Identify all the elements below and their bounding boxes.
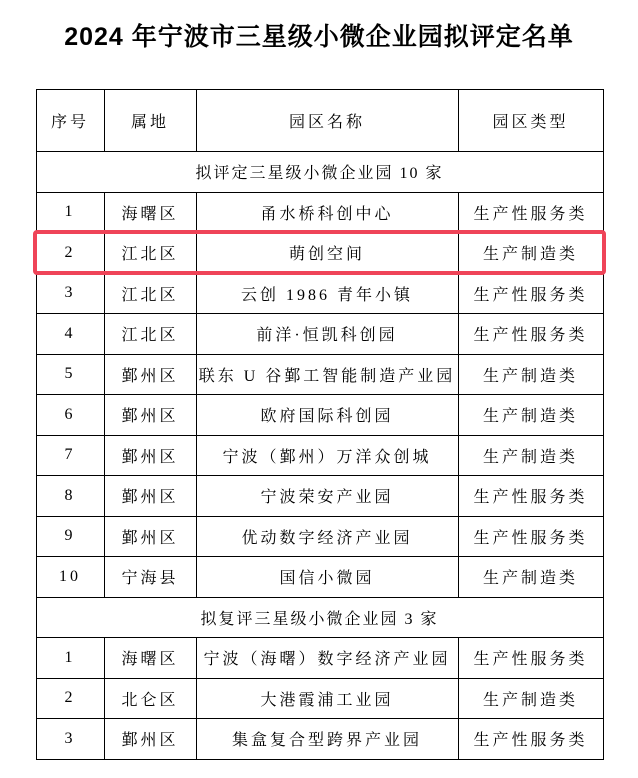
table-body: [36, 152, 603, 760]
cell-district: 江北区: [104, 273, 196, 314]
section-header-row: [36, 152, 603, 193]
cell-park-type: 生产性服务类: [458, 719, 603, 760]
cell-serial: 2: [36, 233, 104, 274]
cell-serial: 7: [36, 435, 104, 476]
cell-park-name: 优动数字经济产业园: [196, 516, 458, 557]
table-row: [36, 273, 603, 314]
cell-park-type: 生产性服务类: [458, 192, 603, 233]
cell-serial: 1: [36, 192, 104, 233]
header-park-type: 园区类型: [458, 90, 603, 152]
cell-district: 鄞州区: [104, 395, 196, 436]
cell-serial: 2: [36, 678, 104, 719]
cell-park-name: 大港霞浦工业园: [196, 678, 458, 719]
cell-park-name: 萌创空间: [196, 233, 458, 274]
table-row: [36, 719, 603, 760]
section-header-label: 拟复评三星级小微企业园 3 家: [36, 597, 603, 638]
cell-district: 鄞州区: [104, 516, 196, 557]
table-row: [36, 354, 603, 395]
header-park-name: 园区名称: [196, 90, 458, 152]
cell-park-type: 生产制造类: [458, 678, 603, 719]
cell-park-type: 生产制造类: [458, 435, 603, 476]
cell-serial: 10: [36, 557, 104, 598]
cell-park-name: 欧府国际科创园: [196, 395, 458, 436]
table-row: [36, 557, 603, 598]
cell-park-name: 宁波（鄞州）万洋众创城: [196, 435, 458, 476]
cell-park-name: 宁波（海曙）数字经济产业园: [196, 638, 458, 679]
cell-district: 江北区: [104, 314, 196, 355]
table-row: [36, 516, 603, 557]
cell-district: 鄞州区: [104, 435, 196, 476]
cell-park-type: 生产制造类: [458, 233, 603, 274]
cell-park-name: 云创 1986 青年小镇: [196, 273, 458, 314]
cell-park-name: 集盒复合型跨界产业园: [196, 719, 458, 760]
table-container: [36, 89, 603, 760]
cell-serial: 3: [36, 273, 104, 314]
header-serial: 序号: [36, 90, 104, 152]
cell-park-type: 生产性服务类: [458, 516, 603, 557]
header-row: [36, 90, 603, 152]
table-row: [36, 233, 603, 274]
section-header-label: 拟评定三星级小微企业园 10 家: [36, 152, 603, 193]
cell-district: 鄞州区: [104, 354, 196, 395]
cell-park-type: 生产性服务类: [458, 314, 603, 355]
parks-table: [36, 89, 604, 760]
cell-serial: 9: [36, 516, 104, 557]
table-row: [36, 638, 603, 679]
cell-district: 宁海县: [104, 557, 196, 598]
table-row: [36, 435, 603, 476]
cell-serial: 5: [36, 354, 104, 395]
cell-park-type: 生产性服务类: [458, 638, 603, 679]
table-row: [36, 395, 603, 436]
cell-district: 海曙区: [104, 192, 196, 233]
table-row: [36, 314, 603, 355]
cell-park-type: 生产制造类: [458, 557, 603, 598]
header-district: 属地: [104, 90, 196, 152]
table-row: [36, 678, 603, 719]
cell-park-type: 生产制造类: [458, 395, 603, 436]
cell-district: 北仑区: [104, 678, 196, 719]
cell-park-type: 生产性服务类: [458, 273, 603, 314]
cell-park-name: 前洋·恒凯科创园: [196, 314, 458, 355]
section-header-row: [36, 597, 603, 638]
page-title: 2024 年宁波市三星级小微企业园拟评定名单: [64, 23, 574, 51]
table-row: [36, 476, 603, 517]
cell-park-name: 甬水桥科创中心: [196, 192, 458, 233]
cell-serial: 8: [36, 476, 104, 517]
cell-district: 鄞州区: [104, 476, 196, 517]
cell-serial: 3: [36, 719, 104, 760]
cell-district: 江北区: [104, 233, 196, 274]
cell-park-type: 生产性服务类: [458, 476, 603, 517]
cell-park-name: 国信小微园: [196, 557, 458, 598]
cell-park-name: 宁波荣安产业园: [196, 476, 458, 517]
cell-park-type: 生产制造类: [458, 354, 603, 395]
cell-serial: 6: [36, 395, 104, 436]
table-header: [36, 90, 603, 152]
cell-park-name: 联东 U 谷鄞工智能制造产业园: [196, 354, 458, 395]
cell-serial: 1: [36, 638, 104, 679]
table-row: [36, 192, 603, 233]
cell-district: 鄞州区: [104, 719, 196, 760]
cell-serial: 4: [36, 314, 104, 355]
cell-district: 海曙区: [104, 638, 196, 679]
